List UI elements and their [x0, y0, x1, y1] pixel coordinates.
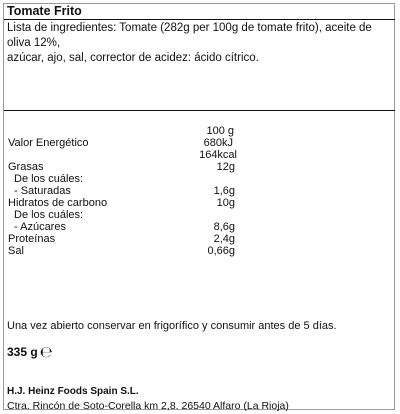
nutrient-value: 10g: [216, 197, 235, 209]
nutrient-label: - Azúcares: [14, 221, 66, 233]
ingredients-line-1: Lista de ingredientes: Tomate (282g per 100g de tomate frito), aceite de oliva 12%,: [7, 22, 372, 49]
nutrient-label: De los cuáles:: [14, 209, 84, 221]
ingredients-list: [7, 21, 391, 66]
nutrient-label: - Saturadas: [14, 185, 71, 197]
storage-instructions: Una vez abierto conservar en frigorífico y consumir antes de 5 días.: [7, 320, 337, 332]
nutrient-label: Valor Energético: [8, 137, 89, 149]
nutrient-value: 12g: [216, 161, 235, 173]
table-row: [0, 244, 400, 258]
nutrient-value: 2,4g: [213, 233, 235, 245]
nutrient-value: 1,6g: [213, 185, 235, 197]
nutrient-label: Hidratos de carbono: [8, 197, 108, 209]
nutrient-value: 0,66g: [207, 245, 235, 257]
nutrition-divider: [4, 110, 395, 111]
product-title: Tomate Frito: [7, 4, 82, 18]
estimate-mark-icon: ℮: [39, 343, 53, 361]
nutrient-value: 680kJ: [203, 137, 233, 149]
nutrient-label: Proteínas: [8, 233, 56, 245]
nutrient-label: Sal: [8, 245, 24, 257]
company-name: H.J. Heinz Foods Spain S.L.: [7, 386, 139, 397]
net-weight: 335 g: [7, 345, 38, 359]
nutrient-value: 164kcal: [199, 149, 237, 161]
nutrient-value: 8,6g: [213, 221, 235, 233]
nutrition-header: 100 g: [206, 125, 234, 137]
net-weight-block: [7, 345, 53, 359]
nutrient-label: De los cuáles:: [14, 173, 84, 185]
nutrient-label: Grasas: [8, 161, 44, 173]
ingredients-line-2: azúcar, ajo, sal, corrector de acidez: ácido cítrico.: [7, 52, 259, 64]
title-divider: [4, 19, 395, 20]
company-address: Ctra. Rincón de Soto-Corella km 2,8. 26540 Alfaro (La Rioja): [7, 400, 289, 412]
